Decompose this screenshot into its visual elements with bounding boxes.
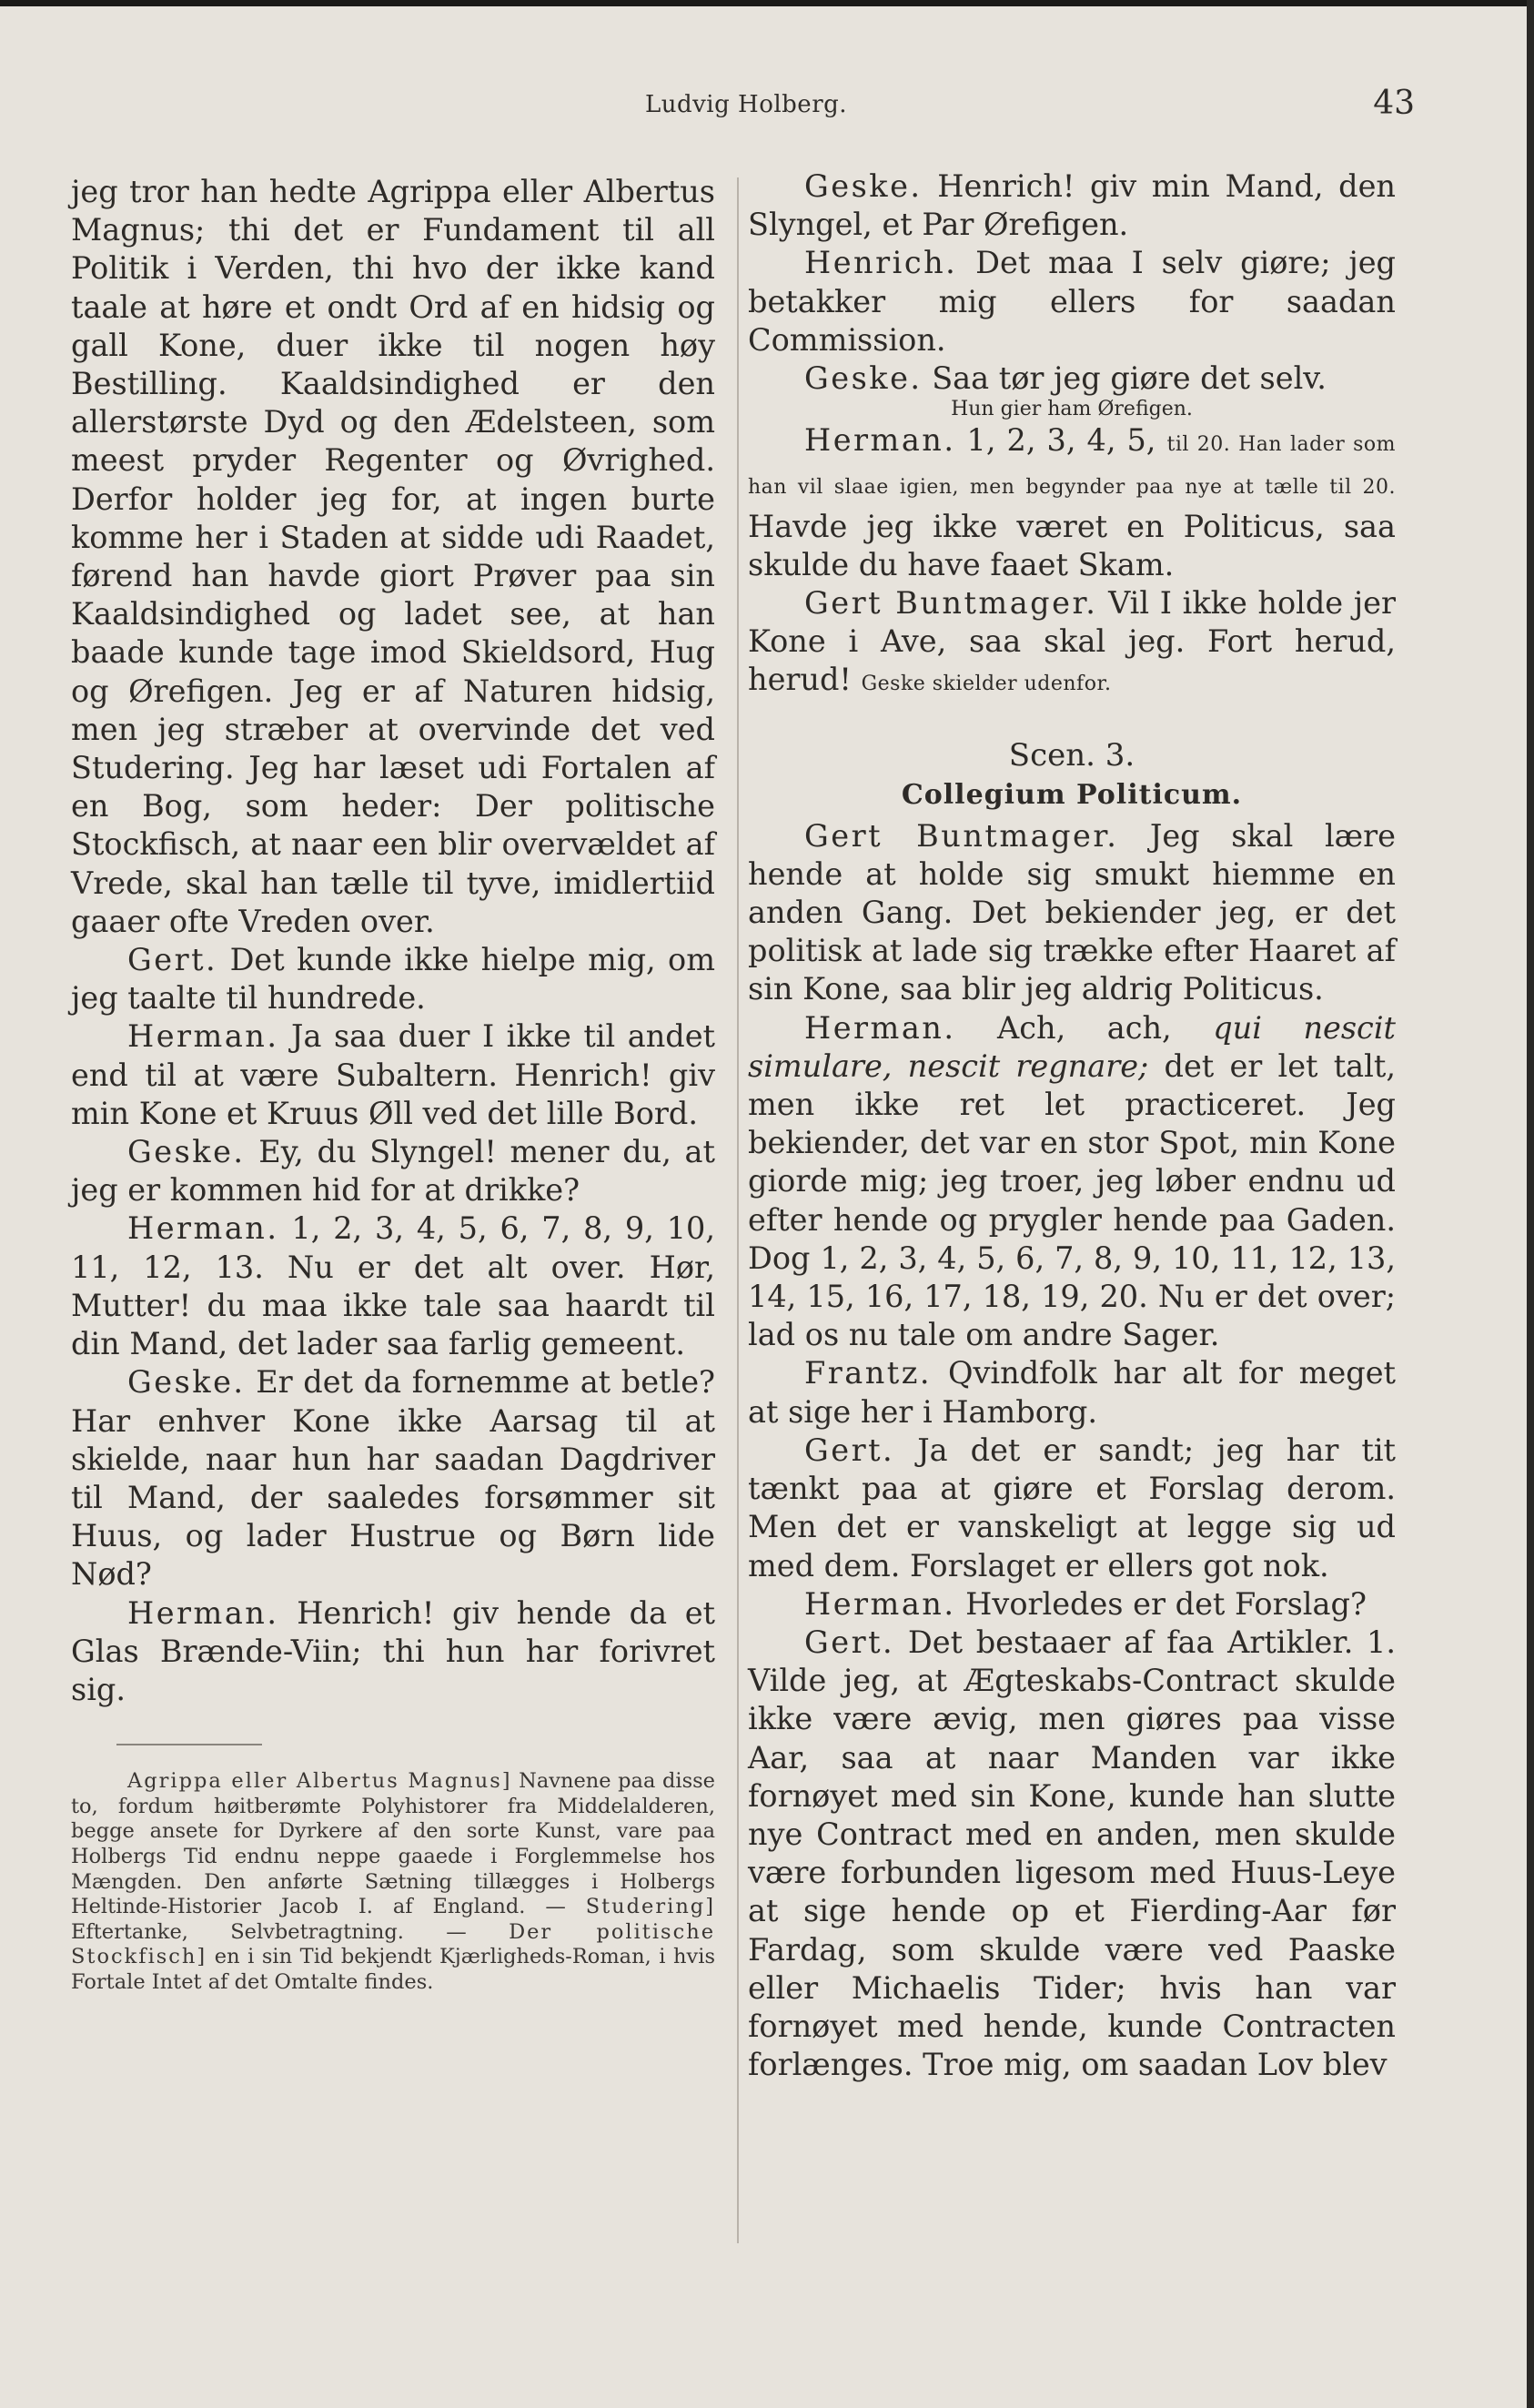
speech bbox=[748, 421, 1396, 584]
speech bbox=[748, 817, 1396, 1009]
footnote-text: Eftertanke, Selvbetragtning. — bbox=[71, 1919, 510, 1944]
speech-text: 1, 2, 3, 4, 5, 6, 7, 8, 9, 10, 11, 12, 13. Nu er det alt over. Hør, Mutter! du maa ikke tale saa haardt til din Mand, det lader saa farlig gemeent. bbox=[71, 1210, 715, 1362]
speech bbox=[71, 1363, 715, 1594]
speech-text: Havde jeg ikke været en Politicus, saa skulde du have faaet Skam. bbox=[748, 508, 1396, 582]
speech-text: Ey, du Slyngel! mener du, at jeg er kommen hid for at drikke? bbox=[71, 1134, 715, 1209]
stage-direction: til 20. Han lader som han vil slaae igien, men begynder paa nye at tælle til 20. bbox=[748, 433, 1396, 500]
speech bbox=[748, 167, 1396, 244]
speech-text: det er let talt, men ikke ret let practiceret. Jeg bekiender, det var en stor Spot, min Kone giorde mig; jeg troer, jeg løber endnu ud efter hende og prygler hende paa Gaden. Dog 1, 2, 3, 4, 5, 6, 7, 8, 9, 10, 11, 12, 13, 14, 15, 16, 17, 18, 19, 20. Nu er det over; lad os nu tale om andre Sager. bbox=[748, 1047, 1396, 1353]
speaker-name: Herman. bbox=[127, 1018, 279, 1055]
speech bbox=[748, 359, 1396, 398]
footnote-lemma: Der politische Stockfisch] bbox=[71, 1919, 716, 1969]
speaker-name: Geske. bbox=[804, 168, 923, 204]
footnote-lemma: Studering] bbox=[585, 1895, 715, 1919]
footnote-rule bbox=[116, 1744, 262, 1745]
speech bbox=[748, 1585, 1396, 1624]
speech-text: Ja det er sandt; jeg har tit tænkt paa at giøre et Forslag derom. Men det er vanskeligt at legge sig ud med dem. Forslaget er ellers got nok. bbox=[748, 1432, 1396, 1583]
speech bbox=[748, 1354, 1396, 1431]
speech bbox=[71, 941, 715, 1017]
footnote-lemma: Agrippa eller Albertus Magnus] bbox=[127, 1769, 512, 1794]
running-head: Ludvig Holberg. bbox=[644, 91, 848, 118]
footnote bbox=[71, 1769, 715, 1995]
speech-text: Henrich! giv hende da et Glas Brænde-Viin; thi hun har forivret sig. bbox=[71, 1594, 715, 1707]
speaker-name: Geske. bbox=[127, 1134, 246, 1170]
speech-text: Vil I ikke holde jer Kone i Ave, saa skal jeg. Fort herud, herud! bbox=[748, 585, 1396, 698]
speaker-name: Gert. bbox=[804, 1624, 895, 1660]
speech-text: Jeg skal lære hende at holde sig smukt hiemme en anden Gang. Det bekiender jeg, er det politisk at lade sig trække efter Haaret af sin Kone, saa blir jeg aldrig Politicus. bbox=[748, 817, 1396, 1007]
speech-text: Hvorledes er det Forslag? bbox=[955, 1585, 1367, 1622]
speech bbox=[71, 1594, 715, 1710]
speech bbox=[71, 1017, 715, 1133]
speech-text: Ja saa duer I ikke til andet end til at være Subaltern. Henrich! giv min Kone et Kruus Øll ved det lille Bord. bbox=[71, 1018, 715, 1131]
speech-text: Det maa I selv giøre; jeg betakker mig ellers for saadan Commission. bbox=[748, 245, 1396, 358]
speech-text: 1, 2, 3, 4, 5, bbox=[955, 422, 1167, 459]
footnote-text: Navnene paa disse to, fordum høitberømte Polyhistorer fra Middelalderen, begge ansete for Dyrkere af den sorte Kunst, vare paa Holbergs Tid endnu neppe gaaede i Forglemmelse hos Mængden. Den anførte Sætning tillægges i Holbergs Heltinde-Historier Jacob I. af England. — bbox=[71, 1769, 715, 1919]
speaker-name: Geske. bbox=[804, 360, 923, 397]
left-column bbox=[71, 173, 715, 1995]
speaker-name: Herman. bbox=[127, 1594, 279, 1631]
speaker-name: Gert. bbox=[127, 942, 218, 978]
speech-text: Henrich! giv min Mand, den Slyngel, et Par Ørefigen. bbox=[748, 168, 1396, 243]
speech bbox=[71, 1133, 715, 1209]
latin-quote: qui nescit simulare, nescit regnare; bbox=[748, 1009, 1396, 1084]
footnote-text: en i sin Tid bekjendt Kjærligheds-Roman, i hvis Fortale Intet af det Omtalte findes. bbox=[71, 1945, 715, 1994]
speaker-name: Herman. bbox=[804, 1009, 956, 1046]
scan-edge-right bbox=[1527, 0, 1534, 2408]
stage-direction: Hun gier ham Ørefigen. bbox=[951, 398, 1193, 421]
speech-text: Qvindfolk har alt for meget at sige her i Hamborg. bbox=[748, 1355, 1396, 1430]
right-column bbox=[748, 167, 1396, 2084]
speech-text: Ach, ach, bbox=[955, 1009, 1214, 1046]
speech bbox=[748, 244, 1396, 359]
page-number: 43 bbox=[1373, 85, 1415, 122]
speech-text: Saa tør jeg giøre det selv. bbox=[922, 360, 1327, 397]
speech bbox=[748, 1009, 1396, 1355]
speech-text: Det kunde ikke hielpe mig, om jeg taalte til hundrede. bbox=[71, 942, 715, 1017]
speaker-name: Gert. bbox=[804, 1432, 895, 1468]
speech bbox=[748, 1624, 1396, 2084]
speaker-name: Herman. bbox=[804, 1585, 956, 1622]
speech bbox=[748, 584, 1396, 704]
stage-direction: Geske skielder udenfor. bbox=[861, 673, 1112, 696]
paragraph: jeg tror han hedte Agrippa eller Albertus Magnus; thi det er Fundament til all Politik i Verden, thi hvo der ikke kand taale at høre et ondt Ord af en hidsig og gall Kone, duer ikke til nogen høy Bestilling. Kaaldsindighed er den allerstørste Dyd og den Ædelsteen, som meest pryder Regenter og Øvrighed. Derfor holder jeg for, at ingen burte komme her i Staden at sidde udi Raadet, førend han havde giort Prøver paa sin Kaaldsindighed og ladet see, at han baade kunde tage imod Skieldsord, Hug og Ørefigen. Jeg er af Naturen hidsig, men jeg stræber at overvinde det ved Studering. Jeg har læset udi Fortalen af en Bog, som heder: Der politische Stockfisch, at naar een blir overvældet af Vrede, skal han tælle til tyve, imidlertiid gaaer ofte Vreden over. bbox=[71, 174, 715, 939]
speaker-name: Frantz. bbox=[804, 1355, 933, 1391]
speech bbox=[748, 1432, 1396, 1585]
scene-title: Collegium Politicum. bbox=[901, 778, 1243, 811]
speech-text: Er det da fornemme at betle? Har enhver Kone ikke Aarsag til at skielde, naar hun har saadan Dagdriver til Mand, der saaledes forsømmer sit Huus, og lader Hustrue og Børn lide Nød? bbox=[71, 1364, 715, 1593]
speech-text: Det bestaaer af faa Artikler. 1. Vilde jeg, at Ægteskabs-Contract skulde ikke være ævig, men giøres paa visse Aar, saa at naar Manden var ikke fornøyet med sin Kone, kunde han slutte nye Contract med en anden, men skulde være forbunden ligesom med Huus-Leye at sige hende op et Fierding-Aar før Fardag, som skulde være ved Paaske eller Michaelis Tider; hvis han var fornøyet med hende, kunde Contracten forlænges. Troe mig, om saadan Lov blev bbox=[748, 1624, 1396, 2083]
speaker-name: Henrich. bbox=[804, 245, 958, 281]
scan-edge-top bbox=[0, 0, 1534, 6]
speaker-name: Herman. bbox=[804, 422, 956, 459]
speech bbox=[71, 1209, 715, 1363]
scene-heading: Scen. 3. bbox=[1008, 736, 1135, 774]
column-divider bbox=[737, 177, 739, 2243]
speaker-name: Gert Buntmager. bbox=[804, 817, 1119, 854]
speaker-name: Geske. bbox=[127, 1364, 246, 1401]
speaker-name: Herman. bbox=[127, 1210, 279, 1247]
speaker-name: Gert Buntmager. bbox=[804, 585, 1098, 622]
